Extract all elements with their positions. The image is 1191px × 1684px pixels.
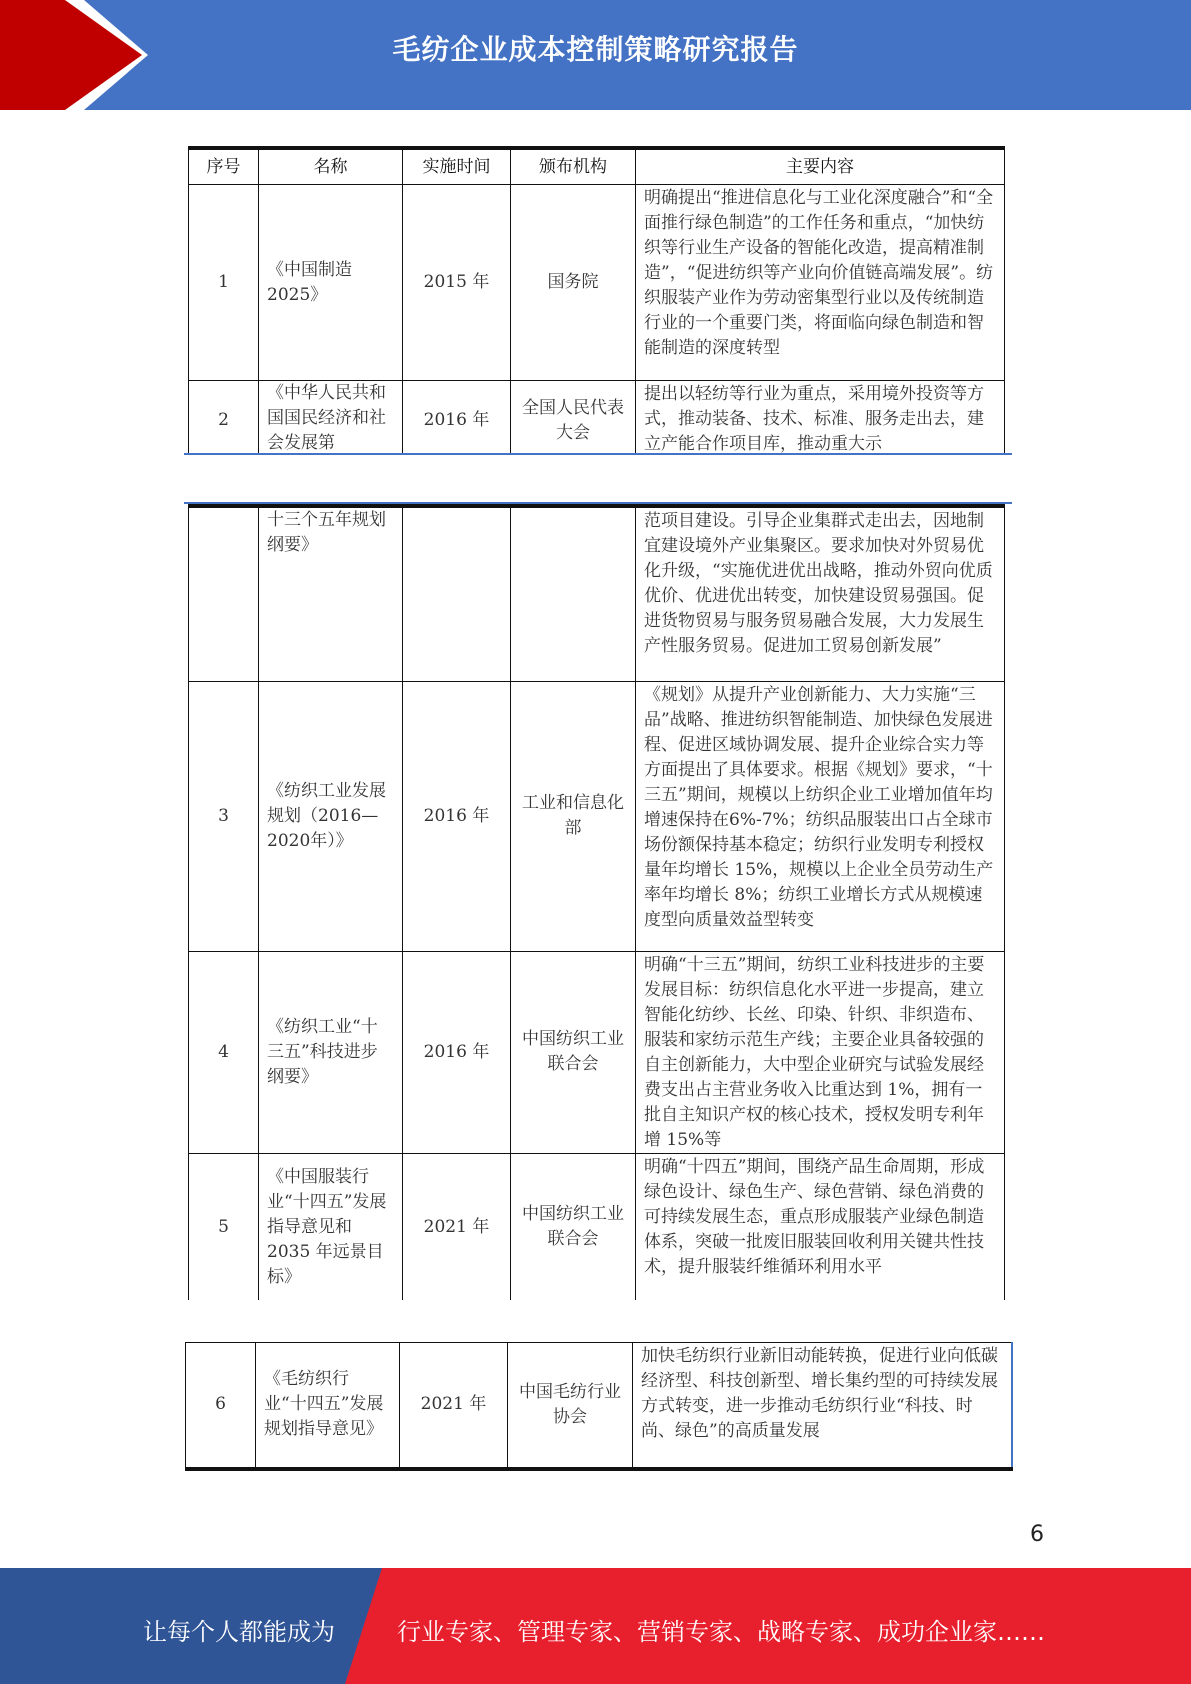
row-org (511, 506, 636, 681)
row-no: 4 (189, 951, 259, 1153)
row-content: 范项目建设。引导企业集群式走出去，因地制宜建设境外产业集聚区。要求加快对外贸易优化升级，“实施优进优出战略，推动外贸向优质优价、优进优出转变，加快建设贸易强国。促进货物贸易与服务贸易融合发展，大力发展生产性服务贸易。促进加工贸易创新发展” (636, 506, 1005, 681)
row-year: 2016 年 (403, 951, 511, 1153)
table-row (189, 185, 1005, 381)
table-fragment-3-clip (180, 1338, 1015, 1474)
policy-table-part-2 (188, 504, 1005, 1300)
row-org: 全国人民代表大会 (511, 381, 636, 454)
policy-table-part-1 (188, 146, 1005, 453)
row-year: 2021 年 (400, 1343, 508, 1469)
row-name: 《中国服装行业“十四五”发展指导意见和 2035 年远景目标》 (259, 1153, 403, 1300)
row-year: 2016 年 (403, 381, 511, 454)
row-org: 工业和信息化部 (511, 681, 636, 951)
row-content: 《规划》从提升产业创新能力、大力实施“三品”战略、推进纺织智能制造、加快绿色发展进程、促进区域协调发展、提升企业综合实力等方面提出了具体要求。根据《规划》要求，“十三五”期间，规模以上纺织企业工业增加值年均增速保持在6%-7%；纺织品服装出口占全球市场份额保持基本稳定；纺织行业发明专利授权量年均增长 15%，规模以上企业全员劳动生产率年均增长 8%；纺织工业增长方式从规模速度型向质量效益型转变 (636, 681, 1005, 951)
header-content: 主要内容 (636, 148, 1005, 185)
row-org: 中国毛纺行业协会 (508, 1343, 633, 1469)
row-org: 国务院 (511, 185, 636, 381)
row-content: 加快毛纺织行业新旧动能转换，促进行业向低碳经济型、科技创新型、增长集约型的可持续发展方式转变，进一步推动毛纺织行业“科技、时尚、绿色”的高质量发展 (633, 1343, 1012, 1469)
row-name: 十三个五年规划纲要》 (259, 506, 403, 681)
row-name: 《纺织工业发展规划（2016—2020年）》 (259, 681, 403, 951)
row-no: 2 (189, 381, 259, 454)
row-no: 3 (189, 681, 259, 951)
footer-slogan-right: 行业专家、管理专家、营销专家、战略专家、成功企业家…… (397, 1618, 1045, 1646)
header-date: 实施时间 (403, 148, 511, 185)
row-name: 《中国制造2025》 (259, 185, 403, 381)
table-row (189, 381, 1005, 454)
row-name: 《中华人民共和国国民经济和社会发展第 (259, 381, 403, 454)
row-year: 2021 年 (403, 1153, 511, 1300)
row-no: 6 (186, 1343, 256, 1469)
table-row (189, 506, 1005, 681)
row-no: 5 (189, 1153, 259, 1300)
row-no: 1 (189, 185, 259, 381)
page-header (0, 0, 1191, 110)
header-org: 颁布机构 (511, 148, 636, 185)
header-name: 名称 (259, 148, 403, 185)
table-row (189, 1153, 1005, 1300)
row-content: 明确提出“推进信息化与工业化深度融合”和“全面推行绿色制造”的工作任务和重点，“加快纺织等行业生产设备的智能化改造，提高精准制造”，“促进纺织等产业向价值链高端发展”。纺织服装产业作为劳动密集型行业以及传统制造行业的一个重要门类，将面临向绿色制造和智能制造的深度转型 (636, 185, 1005, 381)
page-break-line (184, 453, 1012, 455)
row-content: 明确“十三五”期间，纺织工业科技进步的主要发展目标：纺织信息化水平进一步提高，建立智能化纺纱、长丝、印染、针织、非织造布、服装和家纺示范生产线；主要企业具备较强的自主创新能力，大中型企业研究与试验发展经费支出占主营业务收入比重达到 1%，拥有一批自主知识产权的核心技术，授权发明专利年增 15%等 (636, 951, 1005, 1153)
page-footer (0, 1568, 1191, 1684)
page-number: 6 (1030, 1522, 1044, 1547)
table-row (186, 1343, 1012, 1469)
row-org: 中国纺织工业联合会 (511, 951, 636, 1153)
row-no (189, 506, 259, 681)
row-year (403, 506, 511, 681)
row-year: 2015 年 (403, 185, 511, 381)
row-content: 提出以轻纺等行业为重点，采用境外投资等方式，推动装备、技术、标准、服务走出去，建立产能合作项目库，推动重大示 (636, 381, 1005, 454)
table-header-row (189, 148, 1005, 185)
policy-table-part-3 (185, 1342, 1013, 1471)
row-year: 2016 年 (403, 681, 511, 951)
table-row (189, 951, 1005, 1153)
row-name: 《毛纺织行业“十四五”发展规划指导意见》 (256, 1343, 400, 1469)
row-content: 明确“十四五”期间，围绕产品生命周期，形成绿色设计、绿色生产、绿色营销、绿色消费的可持续发展生态，重点形成服装产业绿色制造体系，突破一批废旧服装回收利用关键共性技术，提升服装纤维循环利用水平 (636, 1153, 1005, 1300)
table-fragment-2-clip (180, 504, 1010, 1300)
row-org: 中国纺织工业联合会 (511, 1153, 636, 1300)
table-row (189, 681, 1005, 951)
footer-slogan-left: 让每个人都能成为 (143, 1618, 335, 1646)
header-no: 序号 (189, 148, 259, 185)
report-title: 毛纺企业成本控制策略研究报告 (392, 33, 799, 66)
table-fragment-1-clip (180, 140, 1010, 453)
row-name: 《纺织工业“十三五”科技进步纲要》 (259, 951, 403, 1153)
